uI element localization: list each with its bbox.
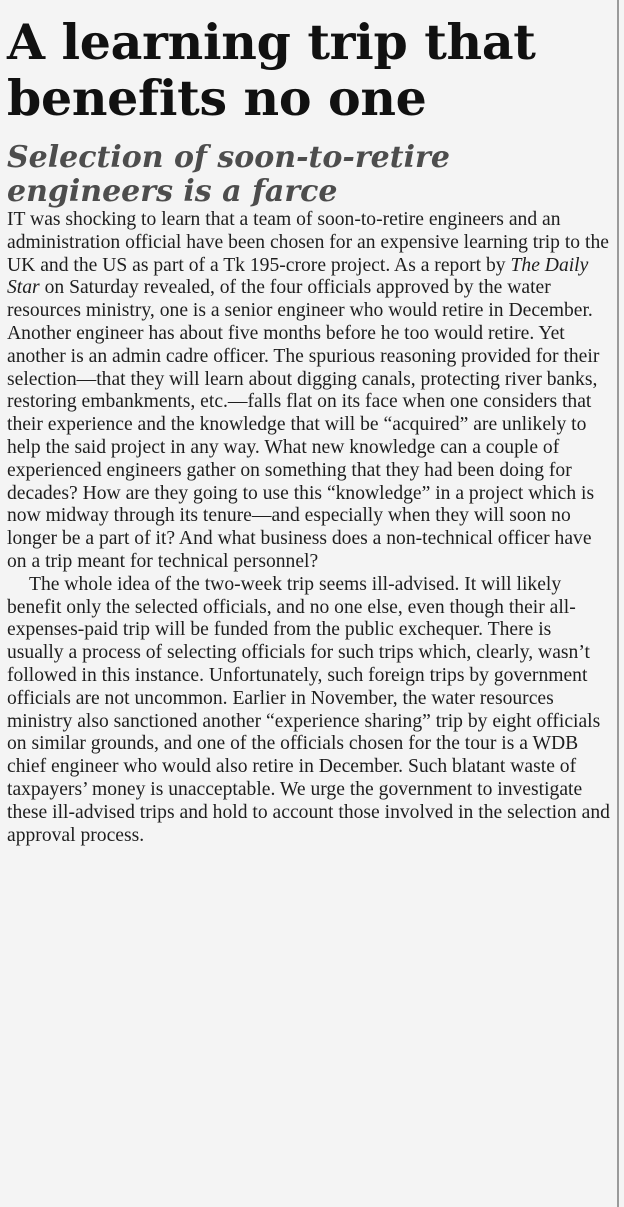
article-body	[7, 209, 610, 847]
publication-name: The Daily Star	[7, 254, 589, 299]
paragraph-1-start: IT was shocking to learn that a team of soon-to-retire engineers and an administration official have been chosen for an expensive learning trip to the UK and the US as part of a Tk 195-crore project. As a report by	[7, 209, 609, 276]
headline: A learning trip that benefits no one	[7, 13, 536, 127]
paragraph-2: The whole idea of the two-week trip seems ill-advised. It will likely benefit only the selected officials, and no one else, even though their all-expenses-paid trip will be funded from the public exchequer. There is usually a process of selecting officials for such trips which, clearly, wasn’t followed in this instance. Unfortunately, such foreign trips by government officials are not uncommon. Earlier in November, the water resources ministry also sanctioned another “experience sharing” trip by eight officials on similar grounds, and one of the officials chosen for the tour is a WDB chief engineer who would also retire in December. Such blatant waste of taxpayers’ money is unacceptable. We urge the government to investigate these ill-advised trips and hold to account those involved in the selection and approval process.	[7, 573, 610, 846]
subheadline: Selection of soon-to-retire engineers is a farce	[7, 140, 450, 209]
paragraph-1	[7, 209, 610, 574]
column-rule	[617, 0, 619, 1207]
paragraph-1-end: on Saturday revealed, of the four officials approved by the water resources ministry, one is a senior engineer who would retire in December. Another engineer has about five months before he too would retire. Yet another is an admin cadre officer. The spurious reasoning provided for their selection—that they will learn about digging canals, protecting river banks, restoring embankments, etc.—falls flat on its face when one considers that their experience and the knowledge that will be “acquired” are unlikely to help the said project in any way. What new knowledge can a couple of experienced engineers gather on something that they had been doing for decades? How are they going to use this “knowledge” in a project which is now midway through its tenure—and especially when they will soon no longer be a part of it? And what business does a non-technical officer have on a trip meant for technical personnel?	[7, 277, 600, 572]
